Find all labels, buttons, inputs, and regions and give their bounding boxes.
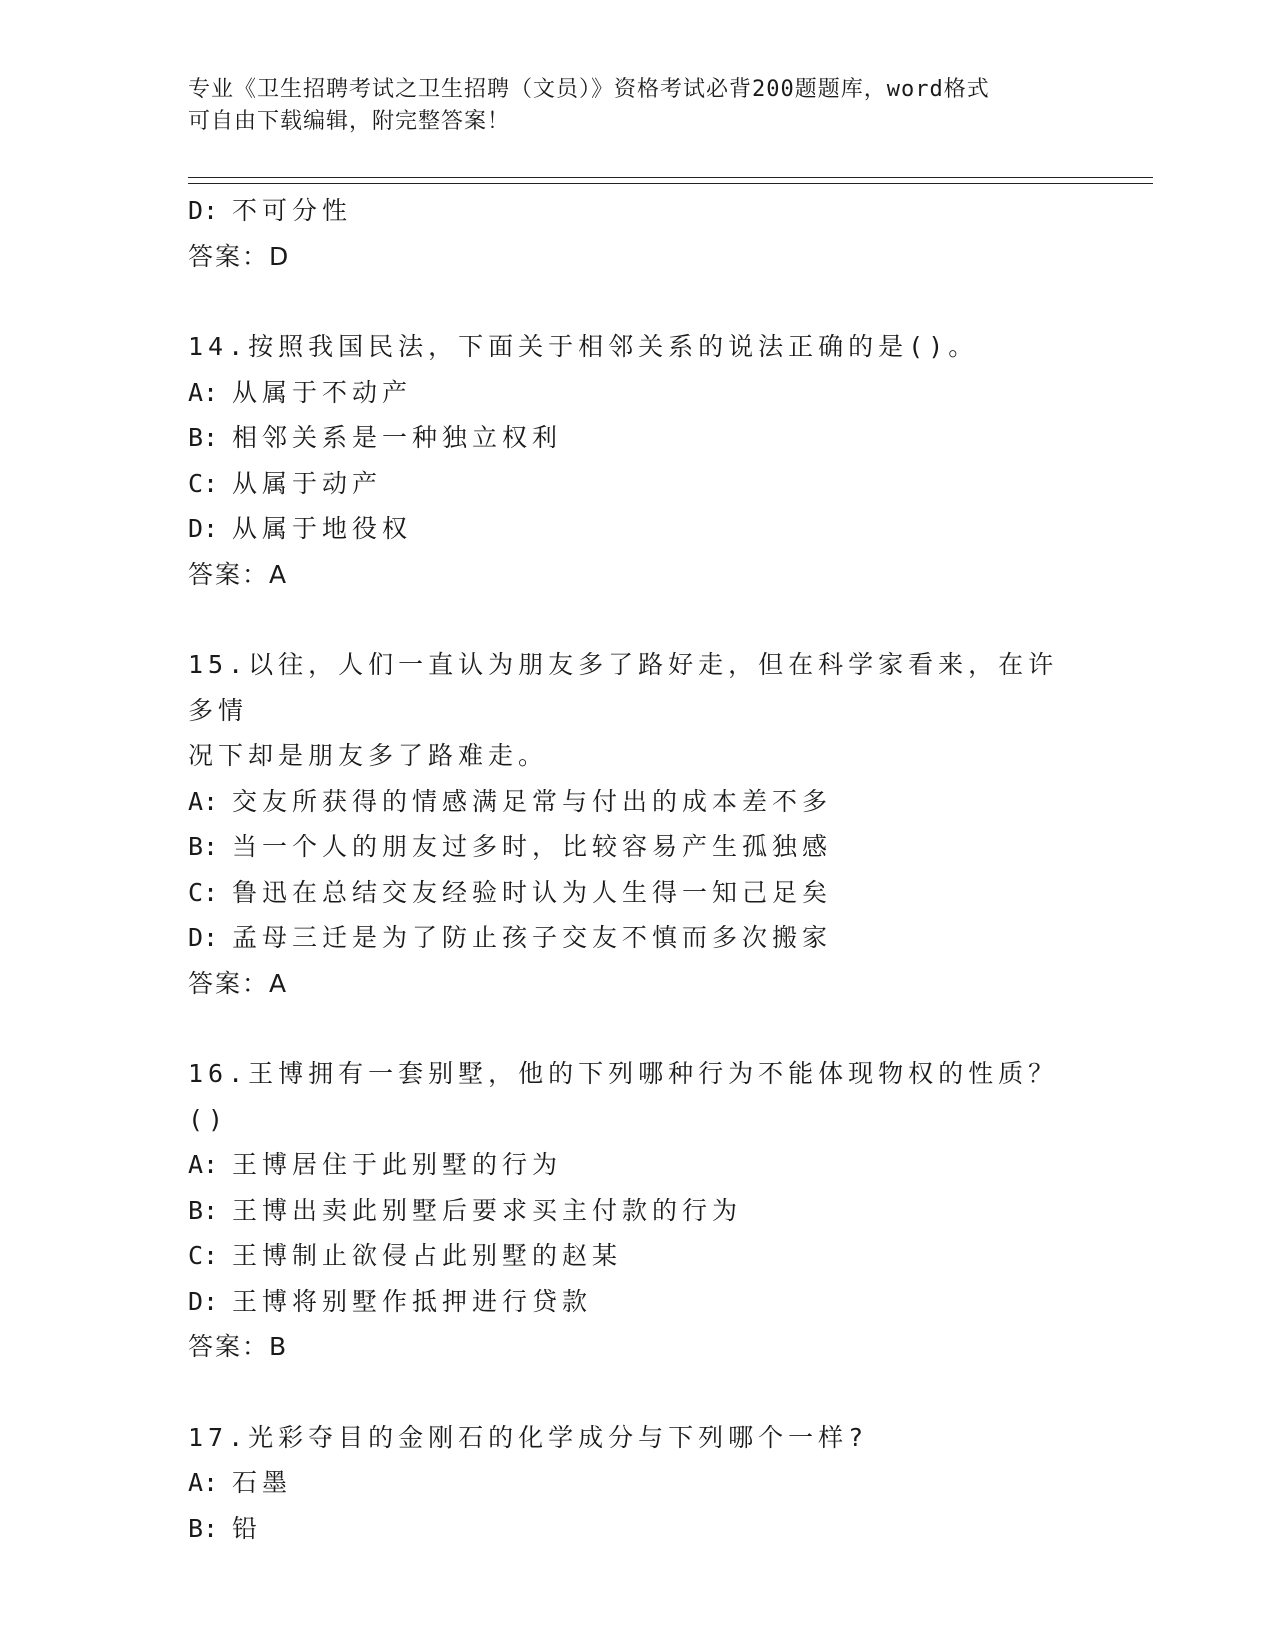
option-key: B:	[188, 1513, 219, 1543]
option-text: 鲁迅在总结交友经验时认为人生得一知己足矣	[232, 877, 833, 907]
option-text: 石墨	[232, 1468, 293, 1497]
question-14-text: 14.按照我国民法，下面关于相邻关系的说法正确的是()。	[188, 332, 979, 361]
option-key: D:	[188, 1286, 219, 1316]
option-key: C:	[188, 468, 219, 498]
question-17-text: 17.光彩夺目的金刚石的化学成分与下列哪个一样?	[188, 1422, 869, 1452]
option-c	[188, 461, 1088, 507]
option-key: A:	[188, 377, 219, 407]
question-15-text-line-1: 15.以往，人们一直认为朋友多了路好走，但在科学家看来，在许多情	[188, 650, 1059, 725]
option-text: 王博制止欲侵占此别墅的赵某	[232, 1241, 623, 1270]
option-key: D:	[188, 196, 219, 225]
header-line-2: 可自由下载编辑，附完整答案！	[188, 109, 511, 134]
option-b	[188, 415, 1088, 461]
option-key: D:	[188, 514, 219, 543]
option-a	[188, 779, 1088, 825]
answer: 答案：A	[188, 559, 289, 589]
header-divider-bottom	[188, 183, 1153, 184]
answer: 答案：A	[188, 968, 289, 998]
answer: 答案：D	[188, 241, 291, 271]
option-key: B:	[188, 423, 219, 452]
option-d	[188, 506, 1088, 552]
option-b	[188, 1188, 1088, 1234]
option-key: B:	[188, 832, 219, 861]
question-list	[188, 188, 1088, 1551]
option-text: 交友所获得的情感满足常与付出的成本差不多	[232, 786, 833, 816]
option-text: 从属于地役权	[232, 514, 413, 543]
option-b	[188, 1506, 1088, 1552]
answer: 答案：B	[188, 1332, 289, 1361]
option-c	[188, 870, 1088, 916]
header-divider-top	[188, 177, 1153, 178]
option-text: 不可分性	[232, 196, 353, 225]
document-header	[188, 74, 1088, 138]
option-key: A:	[188, 1468, 219, 1497]
option-a	[188, 1142, 1088, 1188]
option-key: A:	[188, 1150, 219, 1179]
option-key: A:	[188, 786, 219, 816]
option-key: B:	[188, 1195, 219, 1225]
option-b	[188, 824, 1088, 870]
option-a	[188, 370, 1088, 416]
option-d	[188, 915, 1088, 961]
option-text: 相邻关系是一种独立权利	[232, 423, 563, 452]
header-line-1: 专业《卫生招聘考试之卫生招聘（文员）》资格考试必背200题题库，word格式	[188, 77, 990, 102]
option-text: 从属于动产	[232, 468, 383, 498]
option-d	[188, 1279, 1088, 1325]
option-c	[188, 1233, 1088, 1279]
option-a	[188, 1460, 1088, 1506]
option-key: C:	[188, 877, 219, 907]
option-text: 王博出卖此别墅后要求买主付款的行为	[232, 1195, 743, 1225]
option-text: 铅	[232, 1513, 263, 1543]
option-text: 孟母三迁是为了防止孩子交友不慎而多次搬家	[232, 923, 833, 952]
option-key: D:	[188, 923, 219, 952]
option-d	[188, 188, 1088, 234]
option-text: 从属于不动产	[232, 377, 413, 407]
option-text: 当一个人的朋友过多时，比较容易产生孤独感	[232, 832, 833, 861]
option-text: 王博将别墅作抵押进行贷款	[232, 1286, 593, 1316]
option-text: 王博居住于此别墅的行为	[232, 1150, 563, 1179]
option-key: C:	[188, 1241, 219, 1270]
question-15-text-line-2: 况下却是朋友多了路难走。	[188, 741, 549, 770]
question-16-text: 16.王博拥有一套别墅，他的下列哪种行为不能体现物权的性质？()	[188, 1059, 1059, 1134]
